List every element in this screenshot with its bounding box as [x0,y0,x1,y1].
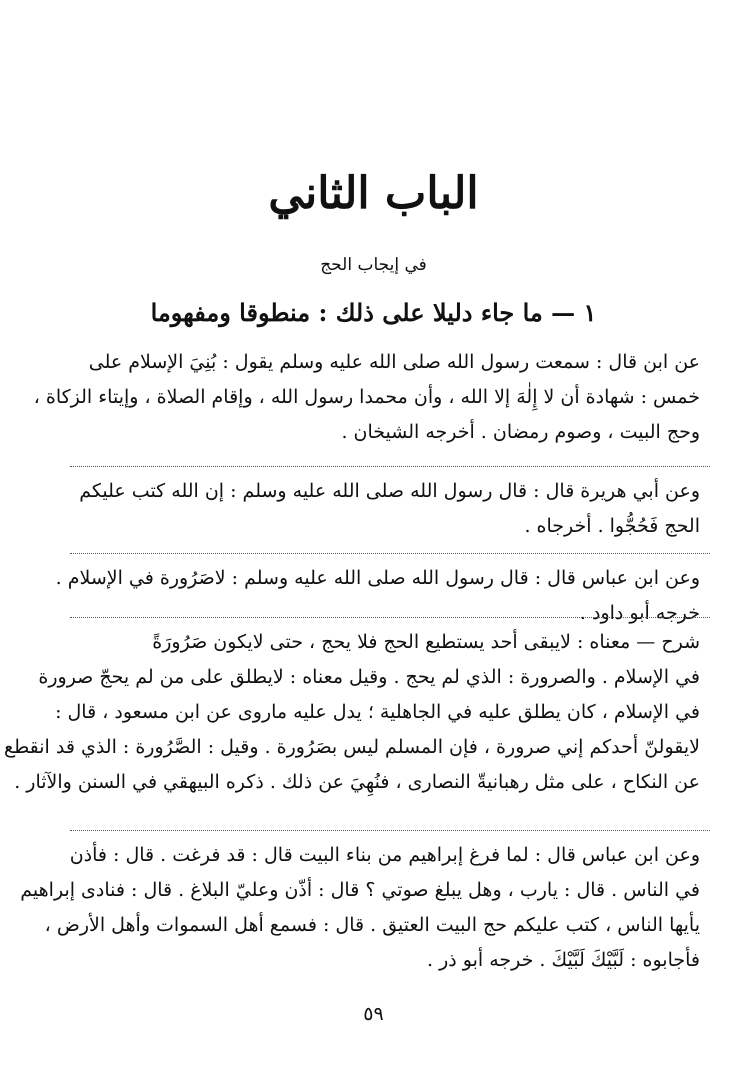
text-line: عن ابن قال : سمعت رسول الله صلى الله عليه وسلم يقول : بُنِيَ الإسلام على [88,351,700,373]
text-line: عن النكاح ، على مثل رهبانيةّ النصارى ، فنُهِيَ عن ذلك . ذكره البيهقي في السنن والآثار . [14,771,700,793]
text-line: في الإسلام ، كان يطلق عليه في الجاهلية ؛ يدل عليه ماروى عن ابن مسعود ، قال : [55,701,700,723]
paragraph-divider [70,830,710,831]
paragraph-divider [70,553,710,554]
text-line: خرجه أبو داود . [579,602,700,624]
chapter-subtitle: في إيجاب الحج [320,255,427,275]
text-line: خمس : شهادة أن لا إِلٰهَ إلا الله ، وأن محمدا رسول الله ، وإقام الصلاة ، وإيتاء الزكاة ، [33,386,700,408]
text-line: الحج فَحُجُّوا . أخرجاه . [524,515,700,537]
text-line: في الناس . قال : يارب ، وهل يبلغ صوتي ؟ قال : أذّن وعليّ البلاغ . قال : فنادى إبراهيم [20,879,700,901]
text-line: لايقولنّ أحدكم إني صرورة ، فإن المسلم ليس بصَرُورة . وقيل : الصَّرُورة : الذي قد انقطع [3,736,700,758]
text-line: في الإسلام . والصرورة : الذي لم يحج . وقيل معناه : لايطلق على من لم يحجّ صرورة [38,666,700,688]
hadith-paragraph-2 [79,474,700,544]
hadith-paragraph-1 [33,345,700,450]
commentary-paragraph [3,625,700,800]
text-line: فأجابوه : لَبَّيْكَ لَبَّيْكَ . خرجه أبو ذر . [427,949,700,971]
hadith-paragraph-5 [20,838,700,978]
text-line: يأيها الناس ، كتب عليكم حج البيت العتيق . قال : فسمع أهل السموات وأهل الأرض ، [44,914,700,936]
hadith-paragraph-3 [55,561,700,631]
section-heading: ١ — ما جاء دليلا على ذلك : منطوقا ومفهوما [150,298,597,327]
text-line: وحج البيت ، وصوم رمضان . أخرجه الشيخان . [341,421,700,443]
text-line: وعن أبي هريرة قال : قال رسول الله صلى الله عليه وسلم : إن الله كتب عليكم [79,480,700,502]
paragraph-divider [70,466,710,467]
page-number: ٥٩ [363,1003,384,1025]
chapter-title: الباب الثاني [268,168,479,219]
text-line: وعن ابن عباس قال : لما فرغ إبراهيم من بناء البيت قال : قد فرغت . قال : فأذن [69,844,700,866]
text-line: وعن ابن عباس قال : قال رسول الله صلى الله عليه وسلم : لاصَرُورة في الإسلام . [55,567,700,589]
text-line: شرح — معناه : لايبقى أحد يستطيع الحج فلا يحج ، حتى لايكون صَرُورَةً [152,631,700,653]
paragraph-divider [70,617,710,618]
